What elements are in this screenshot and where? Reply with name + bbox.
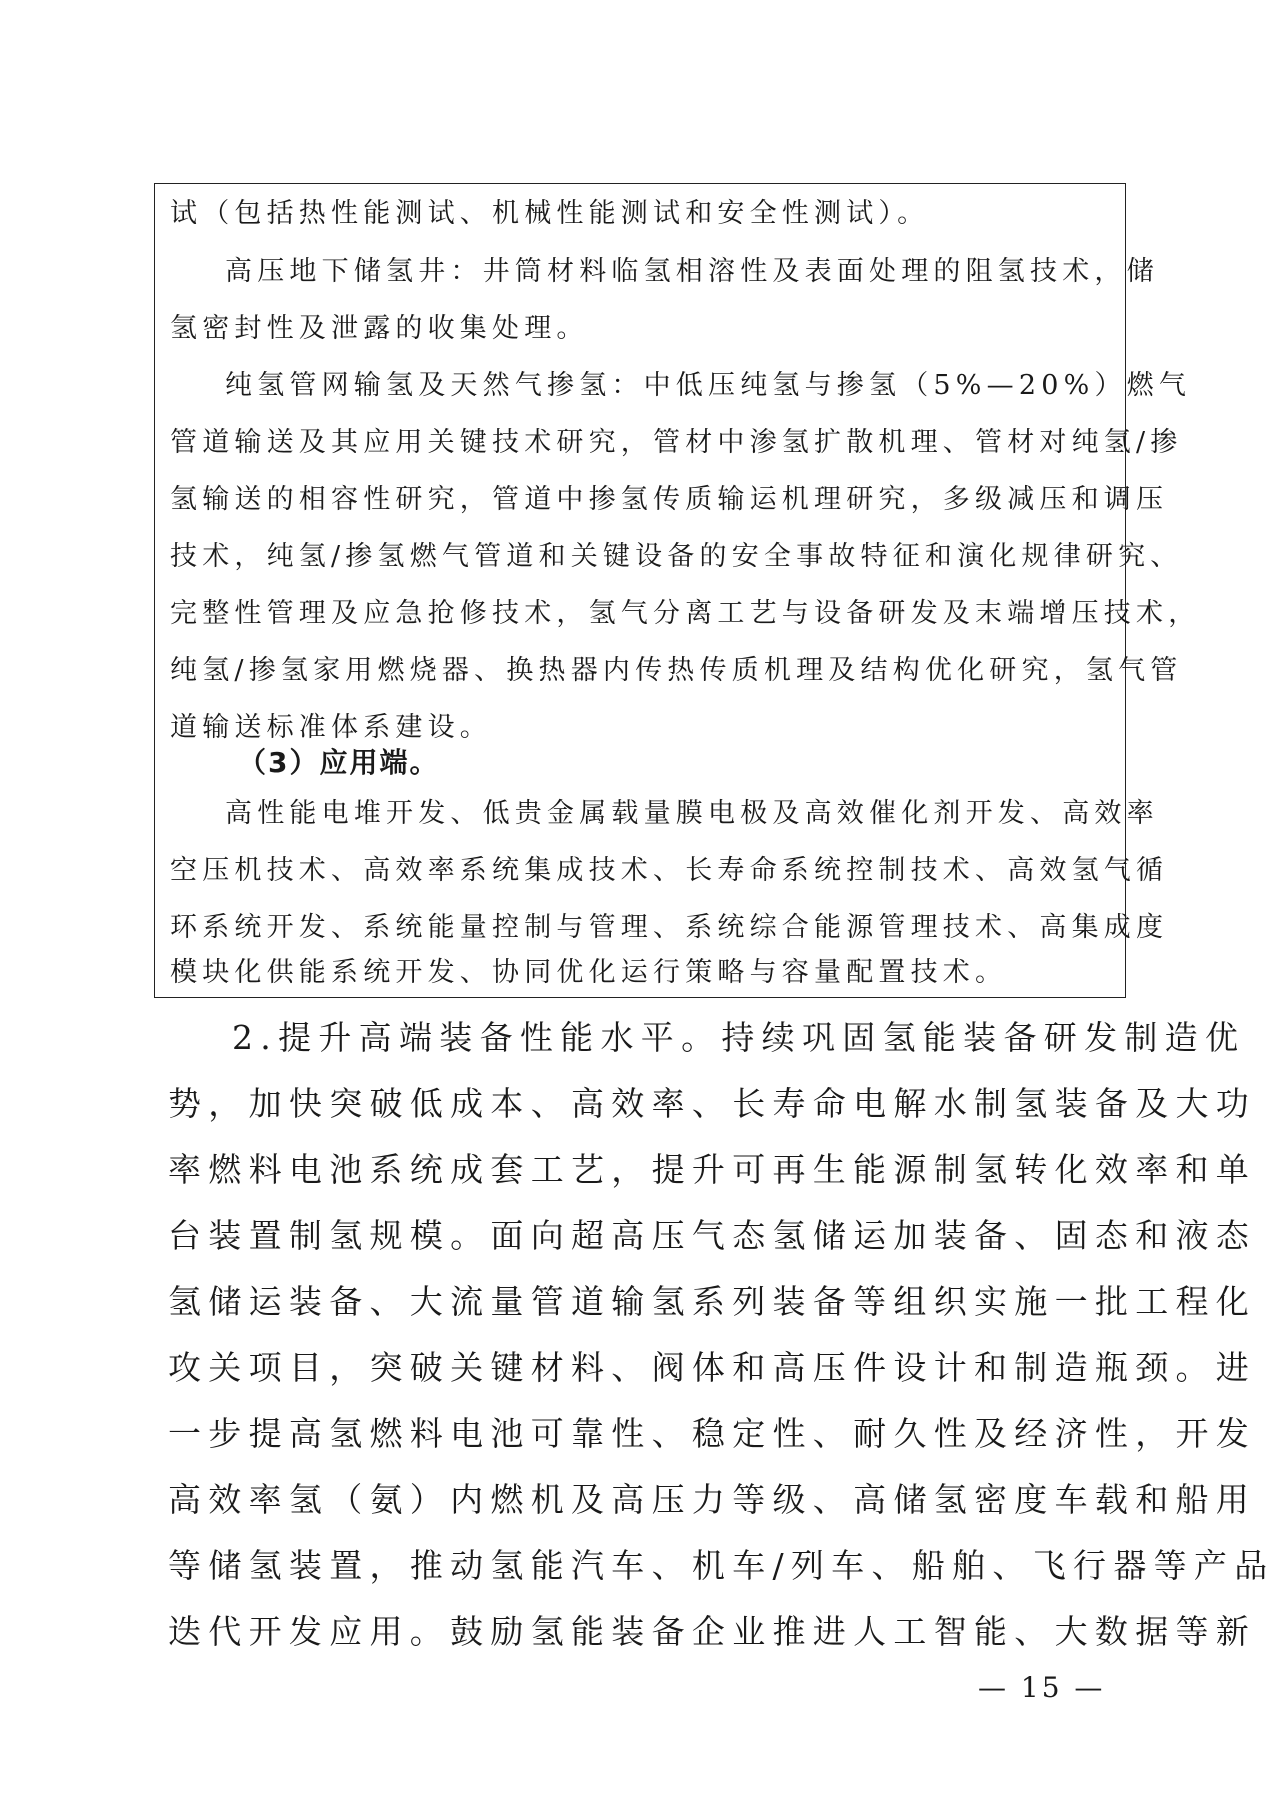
box-text-line: 高性能电堆开发、低贵金属载量膜电极及高效催化剂开发、高效率 (225, 798, 1159, 829)
box-text-line: 氢密封性及泄露的收集处理。 (170, 313, 589, 344)
body-text-line: 高效率氢（氨）内燃机及高压力等级、高储氢密度车载和船用 (168, 1480, 1257, 1519)
body-text-line: 攻关项目，突破关键材料、阀体和高压件设计和制造瓶颈。进 (168, 1348, 1257, 1387)
box-text-line: 模块化供能系统开发、协同优化运行策略与容量配置技术。 (170, 957, 1008, 988)
body-text-line: 台装置制氢规模。面向超高压气态氢储运加装备、固态和液态 (168, 1216, 1257, 1255)
box-text-line: 试（包括热性能测试、机械性能测试和安全性测试）。 (170, 198, 930, 229)
box-text-line: 空压机技术、高效率系统集成技术、长寿命系统控制技术、高效氢气循 (170, 855, 1169, 886)
body-text-line: 氢储运装备、大流量管道输氢系列装备等组织实施一批工程化 (168, 1282, 1257, 1321)
box-text-line: 技术，纯氢/掺氢燃气管道和关键设备的安全事故特征和演化规律研究、 (170, 541, 1183, 572)
body-text-line: 率燃料电池系统成套工艺，提升可再生能源制氢转化效率和单 (168, 1150, 1257, 1189)
body-text-line: 一步提高氢燃料电池可靠性、稳定性、耐久性及经济性，开发 (168, 1414, 1257, 1453)
box-text-line: 高压地下储氢井：井筒材料临氢相溶性及表面处理的阻氢技术，储 (225, 256, 1159, 287)
box-text-line: 纯氢管网输氢及天然气掺氢：中低压纯氢与掺氢（5%—20%）燃气 (225, 370, 1192, 401)
box-text-line: 纯氢/掺氢家用燃烧器、换热器内传热传质机理及结构优化研究，氢气管 (170, 655, 1183, 686)
body-text-line: 迭代开发应用。鼓励氢能装备企业推进人工智能、大数据等新 (168, 1612, 1257, 1651)
box-text-line: 管道输送及其应用关键技术研究，管材中渗氢扩散机理、管材对纯氢/掺 (170, 427, 1183, 458)
box-text-line: 完整性管理及应急抢修技术，氢气分离工艺与设备研发及末端增压技术， (170, 598, 1201, 629)
box-text-line: 氢输送的相容性研究，管道中掺氢传质输运机理研究，多级减压和调压 (170, 484, 1169, 515)
box-text-line: 环系统开发、系统能量控制与管理、系统综合能源管理技术、高集成度 (170, 912, 1169, 943)
body-text-line: 2.提升高端装备性能水平。持续巩固氢能装备研发制造优 (232, 1018, 1246, 1057)
body-text-line: 等储氢装置，推动氢能汽车、机车/列车、船舶、飞行器等产品 (168, 1546, 1275, 1585)
section-heading: （3）应用端。 (238, 746, 440, 779)
box-text-line: 道输送标准体系建设。 (170, 712, 492, 743)
page-number: — 15 — (978, 1671, 1106, 1704)
body-text-line: 势，加快突破低成本、高效率、长寿命电解水制氢装备及大功 (168, 1084, 1257, 1123)
